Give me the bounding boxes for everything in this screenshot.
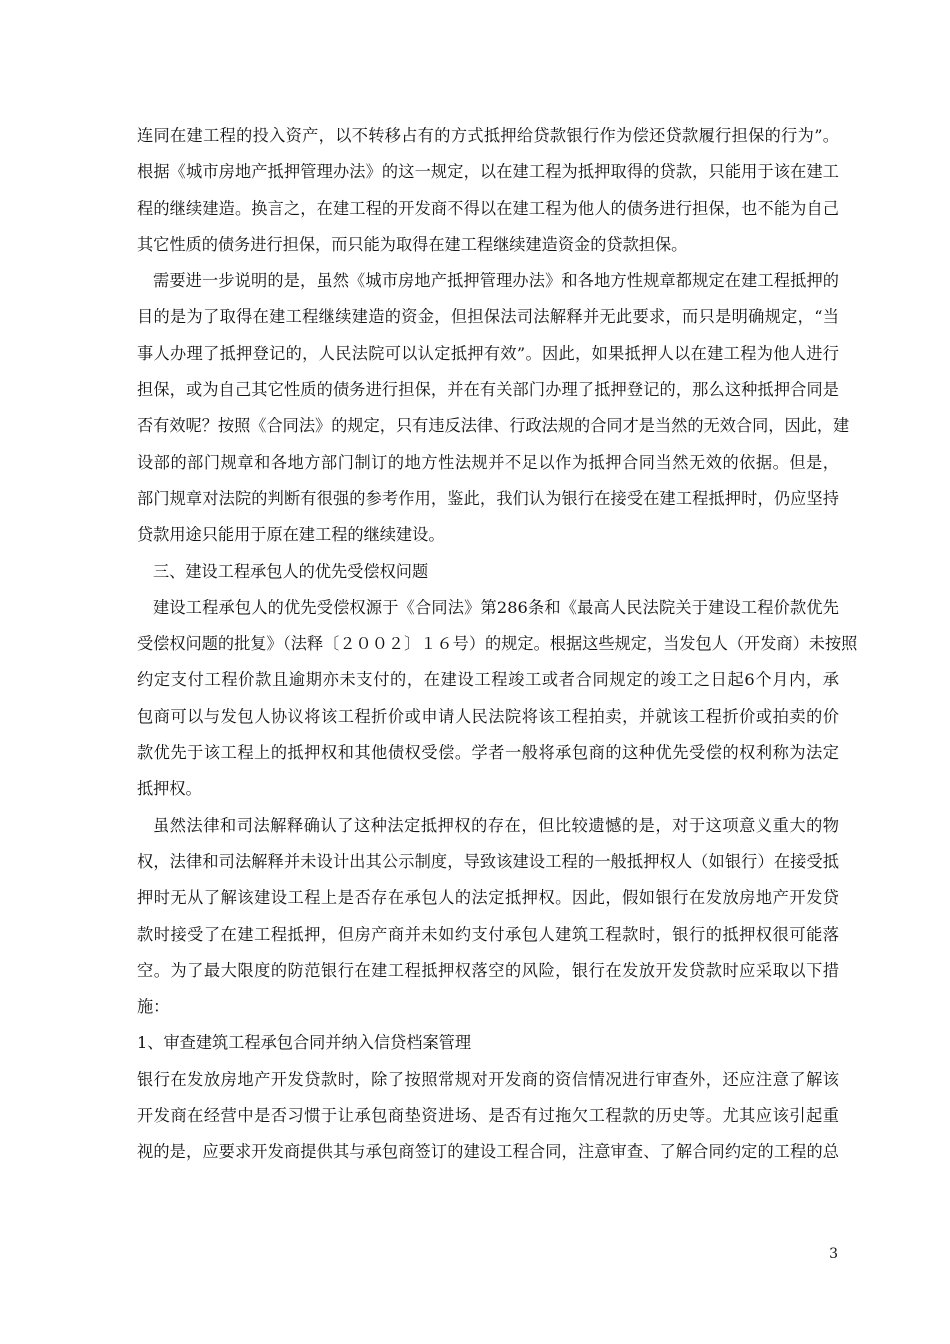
text-line: 设部的部门规章和各地方部门制订的地方性法规并不足以作为抵押合同当然无效的依据。但是，	[137, 452, 839, 472]
text-line: 目的是为了取得在建工程继续建造的资金，但担保法司法解释并无此要求，而只是明确规定，“当	[137, 307, 839, 327]
text-line: 建设工程承包人的优先受偿权源于《合同法》第286条和《最高人民法院关于建设工程价款优先	[153, 597, 839, 617]
text-line: 部门规章对法院的判断有很强的参考作用，鉴此，我们认为银行在接受在建工程抵押时，仍应坚持	[137, 488, 839, 508]
text-line: 事人办理了抵押登记的，人民法院可以认定抵押有效”。因此，如果抵押人以在建工程为他人进行	[137, 343, 839, 363]
text-line: 受偿权问题的批复》（法释〔２００２〕１６号）的规定。根据这些规定，当发包人（开发商）未按照	[137, 634, 858, 654]
text-line: 贷款用途只能用于原在建工程的继续建设。	[137, 525, 445, 545]
text-line: 开发商在经营中是否习惯于让承包商垫资进场、是否有过拖欠工程款的历史等。尤其应该引起重	[137, 1106, 839, 1126]
text-line: 约定支付工程价款且逾期亦未支付的，在建设工程竣工或者合同规定的竣工之日起6个月内，承	[137, 670, 839, 690]
subsection-heading: 1、审查建筑工程承包合同并纳入信贷档案管理	[137, 1033, 472, 1053]
text-line: 抵押权。	[137, 779, 202, 799]
text-line: 视的是，应要求开发商提供其与承包商签订的建设工程合同，注意审查、了解合同约定的工程的总	[137, 1142, 839, 1162]
text-line: 空。为了最大限度的防范银行在建工程抵押权落空的风险，银行在发放开发贷款时应采取以下措	[137, 960, 839, 980]
text-line: 程的继续建造。换言之，在建工程的开发商不得以在建工程为他人的债务进行担保，也不能为自己	[137, 198, 839, 218]
text-line: 包商可以与发包人协议将该工程折价或申请人民法院将该工程拍卖，并就该工程折价或拍卖的价	[137, 706, 839, 726]
page-number: 3	[829, 1246, 838, 1262]
text-line: 需要进一步说明的是，虽然《城市房地产抵押管理办法》和各地方性规章都规定在建工程抵押的	[153, 271, 839, 291]
text-line: 款时接受了在建工程抵押，但房产商并未如约支付承包人建筑工程款时，银行的抵押权很可能落	[137, 924, 839, 944]
text-line: 担保，或为自己其它性质的债务进行担保，并在有关部门办理了抵押登记的，那么这种抵押合同是	[137, 380, 839, 400]
text-line: 银行在发放房地产开发贷款时，除了按照常规对开发商的资信情况进行审查外，还应注意了解该	[137, 1069, 839, 1089]
text-line: 否有效呢？按照《合同法》的规定，只有违反法律、行政法规的合同才是当然的无效合同，因此，建	[137, 416, 850, 436]
text-line: 根据《城市房地产抵押管理办法》的这一规定，以在建工程为抵押取得的贷款，只能用于该在建工	[137, 162, 839, 182]
text-line: 其它性质的债务进行担保，而只能为取得在建工程继续建造资金的贷款担保。	[137, 234, 688, 254]
text-line: 权，法律和司法解释并未设计出其公示制度，导致该建设工程的一般抵押权人（如银行）在接受抵	[137, 851, 839, 871]
text-line: 施：	[137, 997, 170, 1017]
text-line: 虽然法律和司法解释确认了这种法定抵押权的存在，但比较遗憾的是，对于这项意义重大的物	[153, 815, 839, 835]
text-line: 押时无从了解该建设工程上是否存在承包人的法定抵押权。因此，假如银行在发放房地产开发贷	[137, 888, 839, 908]
section-heading: 三、建设工程承包人的优先受偿权问题	[153, 561, 429, 581]
text-line: 连同在建工程的投入资产，以不转移占有的方式抵押给贷款银行作为偿还贷款履行担保的行为”。	[137, 126, 839, 145]
body-text	[137, 118, 858, 1171]
text-line: 款优先于该工程上的抵押权和其他债权受偿。学者一般将承包商的这种优先受偿的权利称为法定	[137, 743, 839, 763]
